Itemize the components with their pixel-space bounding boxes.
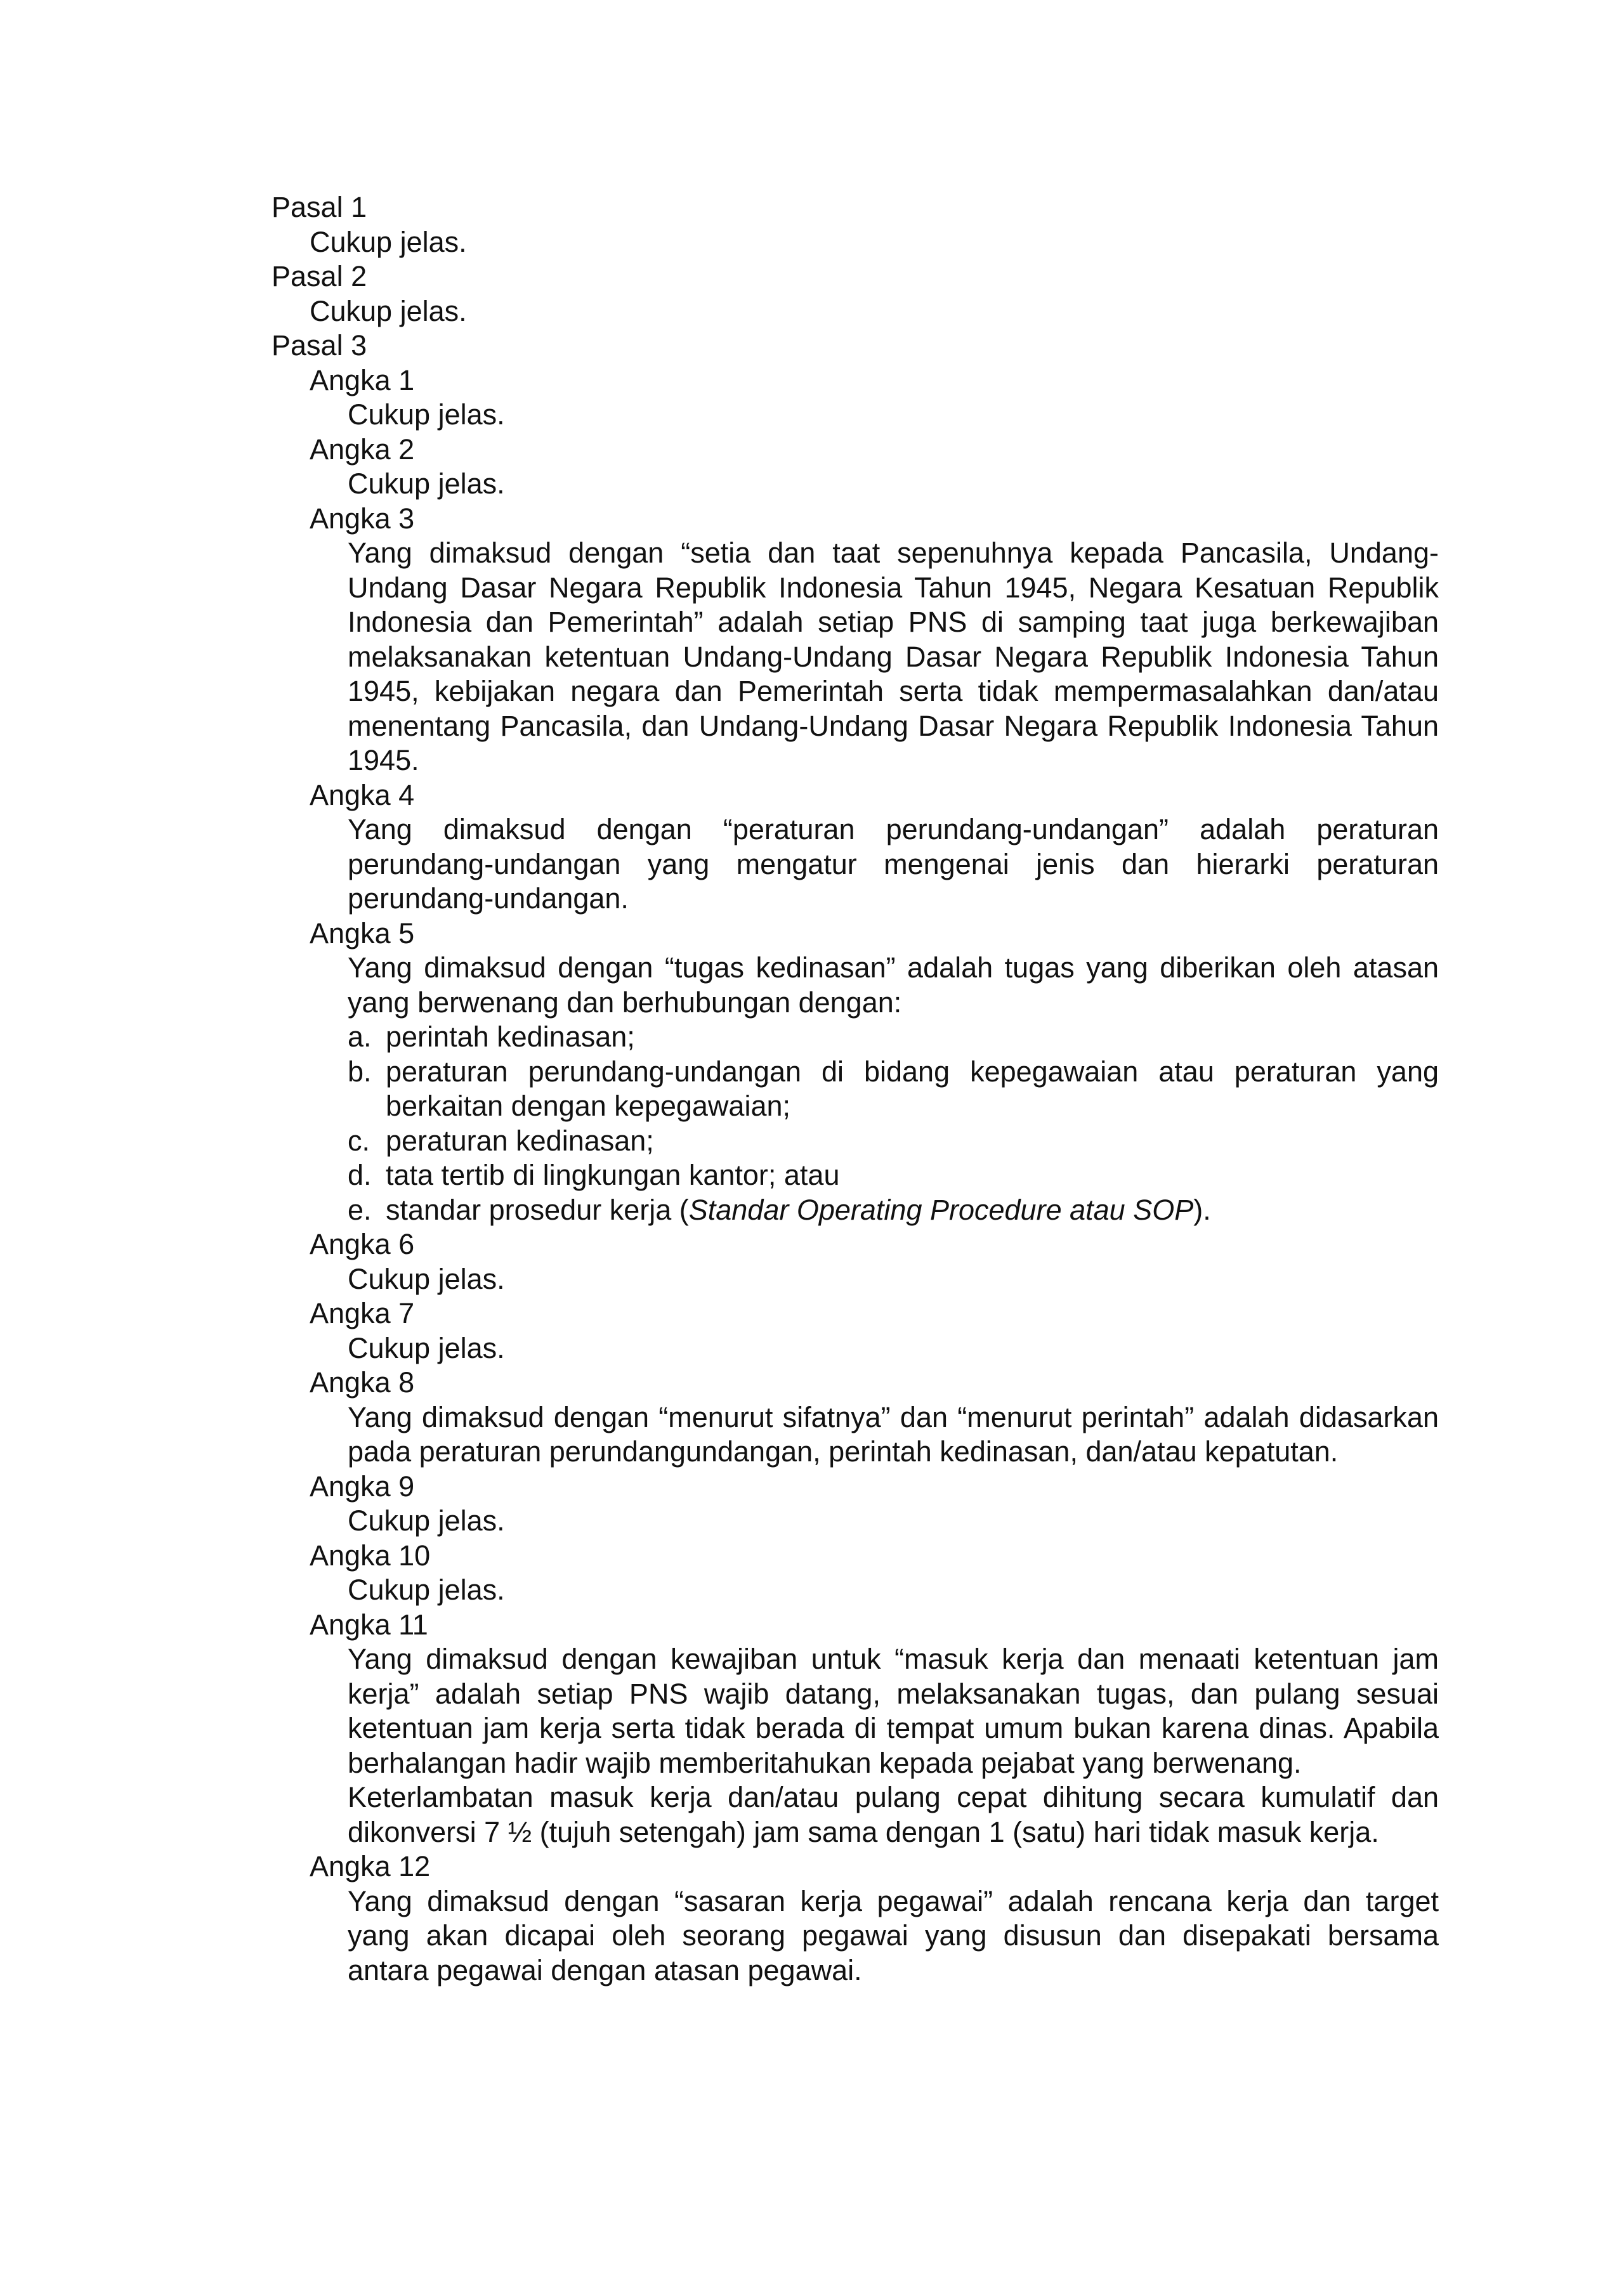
list-text: peraturan perundang-undangan di bidang kepegawaian atau peraturan yang berkaitan dengan kepegawaian; [386, 1055, 1439, 1122]
angka-heading: Angka 8 [310, 1366, 415, 1399]
angka-heading: Angka 7 [310, 1297, 415, 1329]
list-item [348, 1055, 1439, 1124]
angka-heading: Angka 12 [310, 1850, 431, 1882]
pasal-body: Cukup jelas. [310, 294, 467, 327]
list-marker: e. [348, 1193, 372, 1226]
angka-body: Cukup jelas. [348, 398, 505, 431]
list-text-before: standar prosedur kerja ( [386, 1193, 689, 1226]
angka-heading: Angka 5 [310, 916, 415, 949]
pasal-body: Cukup jelas. [310, 225, 467, 258]
angka-body: Cukup jelas. [348, 1504, 505, 1537]
angka-paragraph: Yang dimaksud dengan “menurut sifatnya” dan “menurut perintah” adalah didasarkan pada peraturan perundangundangan, perintah kedinasan, dan/atau kepatutan. [348, 1400, 1439, 1468]
list-item [348, 1020, 1439, 1055]
angka-paragraph: Yang dimaksud dengan “setia dan taat sepenuhnya kepada Pancasila, Undang-Undang Dasar Negara Republik Indonesia Tahun 1945, Negara Kesatuan Republik Indonesia dan Pemerintah” adalah setiap PNS di samping taat juga berkewajiban melaksanakan ketentuan Undang-Undang Dasar Negara Republik Indonesia Tahun 1945, kebijakan negara dan Pemerintah serta tidak mempermasalahkan dan/atau menentang Pancasila, dan Undang-Undang Dasar Negara Republik Indonesia Tahun 1945. [348, 537, 1439, 776]
list-marker: c. [348, 1124, 370, 1157]
list-item [348, 1193, 1439, 1228]
angka-heading: Angka 4 [310, 778, 415, 811]
list-text-after: ). [1193, 1193, 1211, 1226]
angka-paragraph: Keterlambatan masuk kerja dan/atau pulang cepat dihitung secara kumulatif dan dikonversi 7 ½ (tujuh setengah) jam sama dengan 1 (satu) hari tidak masuk kerja. [348, 1781, 1439, 1848]
angka-body: Cukup jelas. [348, 1331, 505, 1364]
list-item [348, 1124, 1439, 1159]
list-marker: b. [348, 1055, 372, 1088]
angka-body: Cukup jelas. [348, 1574, 505, 1606]
document-content [272, 190, 1439, 1988]
pasal-heading: Pasal 1 [272, 191, 367, 223]
angka-paragraph: Yang dimaksud dengan kewajiban untuk “masuk kerja dan menaati ketentuan jam kerja” adalah setiap PNS wajib datang, melaksanakan tugas, dan pulang sesuai ketentuan jam kerja serta tidak berada di tempat umum bukan karena dinas. Apabila berhalangan hadir wajib memberitahukan kepada pejabat yang berwenang. [348, 1643, 1439, 1779]
angka-heading: Angka 10 [310, 1539, 431, 1572]
list-text [386, 1193, 1439, 1228]
angka-body: Cukup jelas. [348, 467, 505, 500]
list-text: perintah kedinasan; [386, 1021, 635, 1053]
list-text-italic: Standar Operating Procedure atau SOP [688, 1193, 1194, 1226]
angka-body: Cukup jelas. [348, 1262, 505, 1295]
list-text: tata tertib di lingkungan kantor; atau [386, 1159, 840, 1191]
list-marker: d. [348, 1159, 372, 1191]
pasal-heading: Pasal 3 [272, 329, 367, 362]
pasal-heading: Pasal 2 [272, 260, 367, 292]
angka-heading: Angka 11 [310, 1608, 428, 1641]
tugas-kedinasan-list [272, 1020, 1439, 1227]
angka-paragraph: Yang dimaksud dengan “peraturan perundang-undangan” adalah peraturan perundang-undangan yang mengatur mengenai jenis dan hierarki peraturan perundang-undangan. [348, 813, 1439, 915]
angka-heading: Angka 2 [310, 433, 415, 466]
angka-paragraph: Yang dimaksud dengan “sasaran kerja pegawai” adalah rencana kerja dan target yang akan dicapai oleh seorang pegawai yang disusun dan disepakati bersama antara pegawai dengan atasan pegawai. [348, 1884, 1439, 1986]
angka-paragraph: Yang dimaksud dengan “tugas kedinasan” adalah tugas yang diberikan oleh atasan yang berwenang dan berhubungan dengan: [348, 951, 1439, 1019]
angka-heading: Angka 9 [310, 1470, 415, 1503]
list-marker: a. [348, 1021, 372, 1053]
angka-heading: Angka 3 [310, 502, 415, 535]
angka-heading: Angka 1 [310, 363, 415, 396]
angka-heading: Angka 6 [310, 1228, 415, 1260]
list-text: peraturan kedinasan; [386, 1124, 654, 1157]
list-item [348, 1158, 1439, 1193]
